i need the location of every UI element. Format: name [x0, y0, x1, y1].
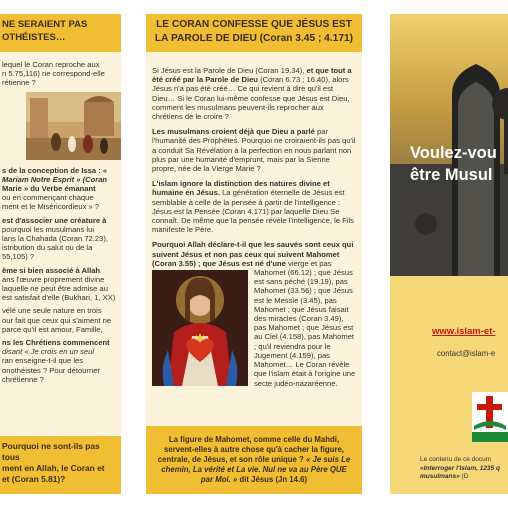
middle-panel-header: LE CORAN CONFESSE QUE JÉSUS EST LA PAROLE DE DIEU (Coran 3.45 ; 4.171) — [146, 14, 362, 52]
left-line: ment et le Miséricordieux » ? — [2, 202, 100, 212]
left-line: ran enseigne-t-il que les — [2, 356, 84, 366]
left-line: pourquoi les musulmans lui — [2, 224, 95, 234]
sacred-heart-painting — [152, 270, 248, 386]
footer-line: (D — [459, 473, 469, 481]
footer-line: Le contenu de ce docum — [420, 456, 492, 463]
left-line: ême si bien associé à Allah — [2, 265, 101, 275]
middle-paragraph-1 — [152, 66, 356, 121]
left-line: rétienne ? — [2, 78, 36, 88]
left-line: ans l'œuvre proprement divine — [2, 274, 105, 284]
text-run: La génération éternelle de Jésus est semblable à celle de la pensée à partir de l'intelligence : Jésus est la Pensée (Coran 4.171) par laquelle Dieu Se connaît. De même que la pensée révèle l'intelligence, le Fils manifeste le Père. — [152, 188, 354, 235]
left-line: est d'associer une créature à — [2, 215, 107, 225]
text-run: La figure de Mahomet, comme celle du Mahdi, servent-elles à autre chose qu'à cacher la figure, centrale, de Jésus, et son rôle unique ? — [157, 435, 344, 464]
left-paragraph-4 — [2, 266, 118, 303]
left-line: Marie » du Verbe émanant — [2, 184, 96, 194]
left-paragraph-3 — [2, 216, 118, 262]
left-line: disant « Je crois en un seul — [2, 347, 95, 357]
text-run: par l'humanité des Prophètes. Pourquoi ne croiraient-ils pas qu'il a conduit Sa Révélation à la perfection en nous parlant non plus par une humanité d'emprunt, mais par la Sienne propre, née de la Vierge Marie ? — [152, 127, 356, 174]
left-line: n 5.75,116) ne correspond-elle — [2, 69, 105, 79]
left-line: ou en commençant chaque — [2, 193, 94, 203]
left-panel-callout: Pourquoi ne sont-ils pas tous ment en Allah, le Coran et et (Coran 5.81)? — [0, 436, 121, 494]
middle-panel-text — [152, 66, 356, 388]
left-paragraph-6 — [2, 338, 118, 384]
contact-email[interactable]: contact@islam-e — [437, 349, 496, 358]
left-line: parce qu'il est amour, Famille, — [2, 324, 103, 334]
left-line: onothéistes ? Pour détourner — [2, 365, 100, 375]
text-run-bold: L'islam ignore la distinction des natures divine et humaine en Jésus. — [152, 179, 330, 198]
footer-line: «Interroger l'Islam, 1235 q — [420, 464, 500, 472]
left-line: 55,105) ? — [2, 252, 35, 262]
text-run-bold: et que tout a été créé par la Parole de Dieu — [152, 66, 352, 85]
text-run-bold: Pourquoi Allah déclare-t-il que les sauvés sont ceux qui suivent Jésus et non pas ceux qui suivent Mahomet (Coran 3.55) ; que Jésus est né d'une — [152, 240, 354, 268]
left-line: our fait que ceux qui s'aiment ne — [2, 315, 112, 325]
left-line: s de la conception de Issa : « — [2, 165, 108, 175]
left-line: laquelle ne peut être admise au — [2, 284, 108, 294]
middle-paragraph-4 — [152, 240, 356, 387]
middle-panel — [146, 14, 362, 494]
left-line: lequel le Coran reproche aux — [2, 60, 100, 69]
market-scene-painting — [26, 92, 121, 160]
left-paragraph-2 — [2, 166, 118, 212]
text-run: vierge et pas Mahomet (66.12) ; que Jésus est sans péché (19.19), pas Mahomet (33.56) ; que Jésus est le Messie (3.45), pas Mahomet ; que Jésus faisait des miracles (Coran 3.49), pas Mahomet ; que Jésus est au Ciel (4.158), pas Mahomet ; qu'il reviendra pour le Jugement (4.159), pas Mahomet… Le Coran révèle que l'islam était à l'origine une secte judéo-nazaréenne. — [254, 258, 356, 388]
text-run: Si Jésus est la Parole de Dieu (Coran 19.34), — [152, 66, 307, 75]
text-run: dit Jésus (Jn 14.6) — [237, 475, 308, 484]
left-line: vélé une seule nature en trois — [2, 306, 102, 316]
left-paragraph-1 — [2, 60, 118, 88]
left-line: est satisfait d'elle (Bukhari, 1, XX) — [2, 293, 116, 303]
text-run-bold: Les musulmans croient déjà que Dieu a parlé — [152, 127, 315, 137]
left-line: ns les Chrétiens commencent — [2, 338, 110, 348]
left-panel-header: NE SERAIENT PAS OTHÉISTES… — [0, 14, 121, 52]
left-line: istribution du salut ou de la — [2, 243, 93, 253]
left-paragraph-5 — [2, 306, 118, 334]
left-line: chrétienne ? — [2, 374, 44, 384]
text-run-italic: « Je suis Le chemin, La vérité et La vie. Nul ne va au Père QUE par Moi. » — [161, 455, 351, 484]
website-link[interactable]: www.islam-et- — [432, 326, 496, 337]
left-line: Mariam Notre Esprit » (Coran — [2, 174, 108, 184]
middle-panel-callout — [146, 426, 362, 494]
middle-paragraph-2 — [152, 127, 356, 173]
left-panel-text — [2, 60, 118, 388]
islam-et-verite-logo — [472, 392, 508, 442]
text-run: (Coran 6.73 ; 16.40), alors Jésus n'a pas été créé… Ce qui revient à dire qu'il est Dieu… Si le Coran lui-même confesse que Jésus est Dieu, comment les musulmans peuvent-ils reprocher aux chrétiens de le croire ? — [152, 75, 350, 122]
left-panel — [0, 14, 121, 494]
left-line: lans la Chahada (Coran 72.23), — [2, 234, 108, 244]
cover-title: Voulez-vou être Musul — [410, 144, 497, 184]
footer-line: musulmans» — [420, 473, 460, 481]
middle-paragraph-3 — [152, 179, 356, 234]
cover-panel — [390, 14, 508, 494]
footer-note — [420, 456, 508, 482]
